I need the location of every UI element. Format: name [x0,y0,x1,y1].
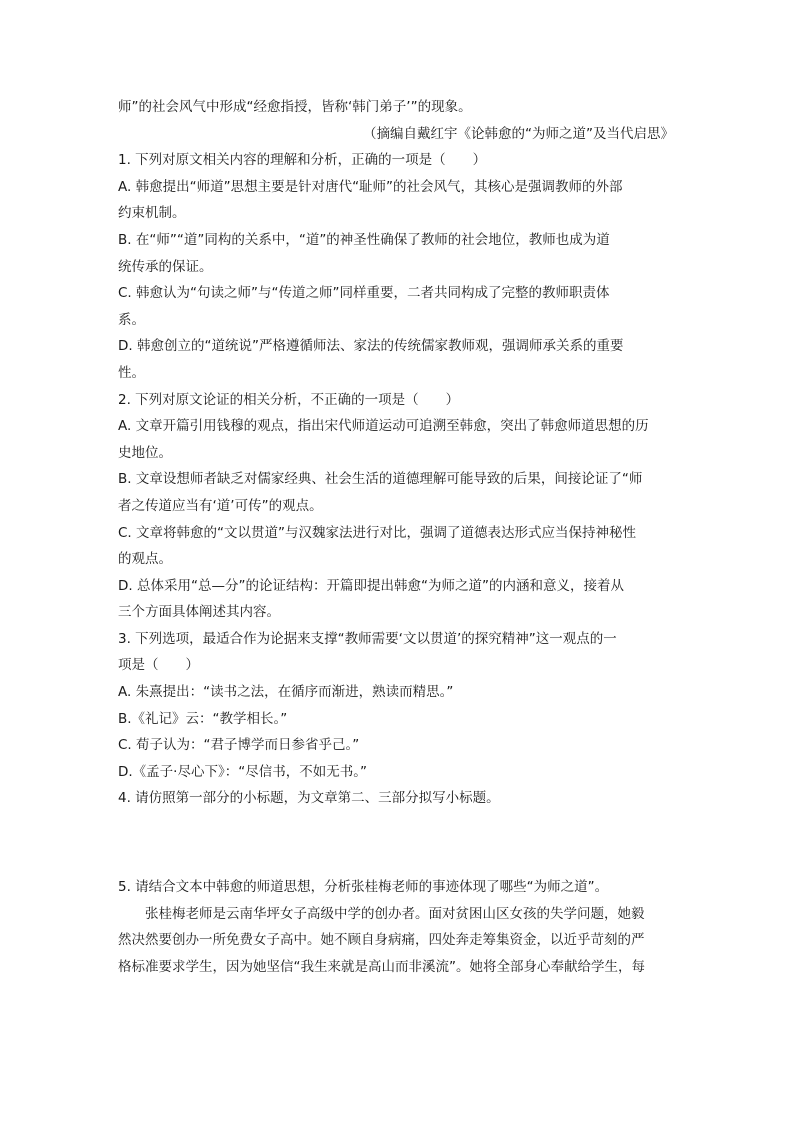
q3-option-b: B.《礼记》云：“教学相长。” [118,710,288,727]
question-3-stem: 3. 下列选项，最适合作为论据来支撑“教师需要‘文以贯道’的探究精神”这一观点的一 [118,630,617,647]
passage-line-3: 格标准要求学生，因为她坚信“我生来就是高山而非溪流”。她将全部身心奉献给学生，每 [118,958,645,975]
q3-option-a: A. 朱熹提出：“读书之法，在循序而渐进，熟读而精思。” [118,684,454,701]
q1-option-b: B. 在“师”“道”同构的关系中，“道”的神圣性确保了教师的社会地位，教师也成为道 [118,231,610,248]
q2-option-b-cont: 者之传道应当有‘道’可传”的观点。 [118,497,323,514]
document-content [118,94,674,980]
q2-option-a: A. 文章开篇引用钱穆的观点，指出宋代师道运动可追溯至韩愈，突出了韩愈师道思想的历 [118,418,649,435]
question-2-stem: 2. 下列对原文论证的相关分析，不正确的一项是（ ） [118,391,460,408]
passage-line-2: 然决然要创办一所免费女子高中。她不顾自身病痛，四处奔走筹集资金，以近乎苛刻的严 [118,932,645,949]
q1-option-b-cont: 统传承的保证。 [118,258,213,275]
q2-option-c: C. 文章将韩愈的“文以贯道”与汉魏家法进行对比，强调了道德表达形式应当保持神秘性 [118,524,636,541]
q2-option-c-cont: 的观点。 [118,551,172,568]
question-5-stem: 5. 请结合文本中韩愈的师道思想，分析张桂梅老师的事迹体现了哪些“为师之道”。 [118,879,609,896]
intro-line: 师”的社会风气中形成“经愈指授，皆称‘韩门弟子’”的现象。 [118,99,472,115]
source-citation: （摘编自戴红宇《论韩愈的“为师之道”及当代启思》 [363,125,674,142]
q2-option-a-cont: 史地位。 [118,444,172,461]
question-4-stem: 4. 请仿照第一部分的小标题，为文章第二、三部分拟写小标题。 [118,790,500,807]
question-1-stem: 1. 下列对原文相关内容的理解和分析，正确的一项是（ ） [118,152,487,169]
q1-option-a: A. 韩愈提出“师道”思想主要是针对唐代“耻师”的社会风气，其核心是强调教师的外部 [118,178,623,195]
passage-line-1: 张桂梅老师是云南华坪女子高级中学的创办者。面对贫困山区女孩的失学问题，她毅 [145,905,645,922]
q1-option-d-cont: 性。 [118,364,145,381]
q3-option-d: D.《孟子·尽心下》：“尽信书，不如无书。” [118,763,367,780]
answer-space [118,812,674,874]
q1-option-c-cont: 系。 [118,311,145,328]
q2-option-b: B. 文章设想师者缺乏对儒家经典、社会生活的道德理解可能导致的后果，间接论证了“师 [118,471,643,488]
q1-option-a-cont: 约束机制。 [118,205,186,222]
q2-option-d-cont: 三个方面具体阐述其内容。 [118,604,280,621]
q3-option-c: C. 荀子认为：“君子博学而日参省乎己。” [118,737,360,754]
q1-option-c: C. 韩愈认为“句读之师”与“传道之师”同样重要，二者共同构成了完整的教师职责体 [118,285,610,302]
question-3-stem-cont: 项是（ ） [118,657,199,674]
q1-option-d: D. 韩愈创立的“道统说”严格遵循师法、家法的传统儒家教师观，强调师承关系的重要 [118,338,624,355]
q2-option-d: D. 总体采用“总—分”的论证结构：开篇即提出韩愈“为师之道”的内涵和意义，接着从 [118,577,624,594]
